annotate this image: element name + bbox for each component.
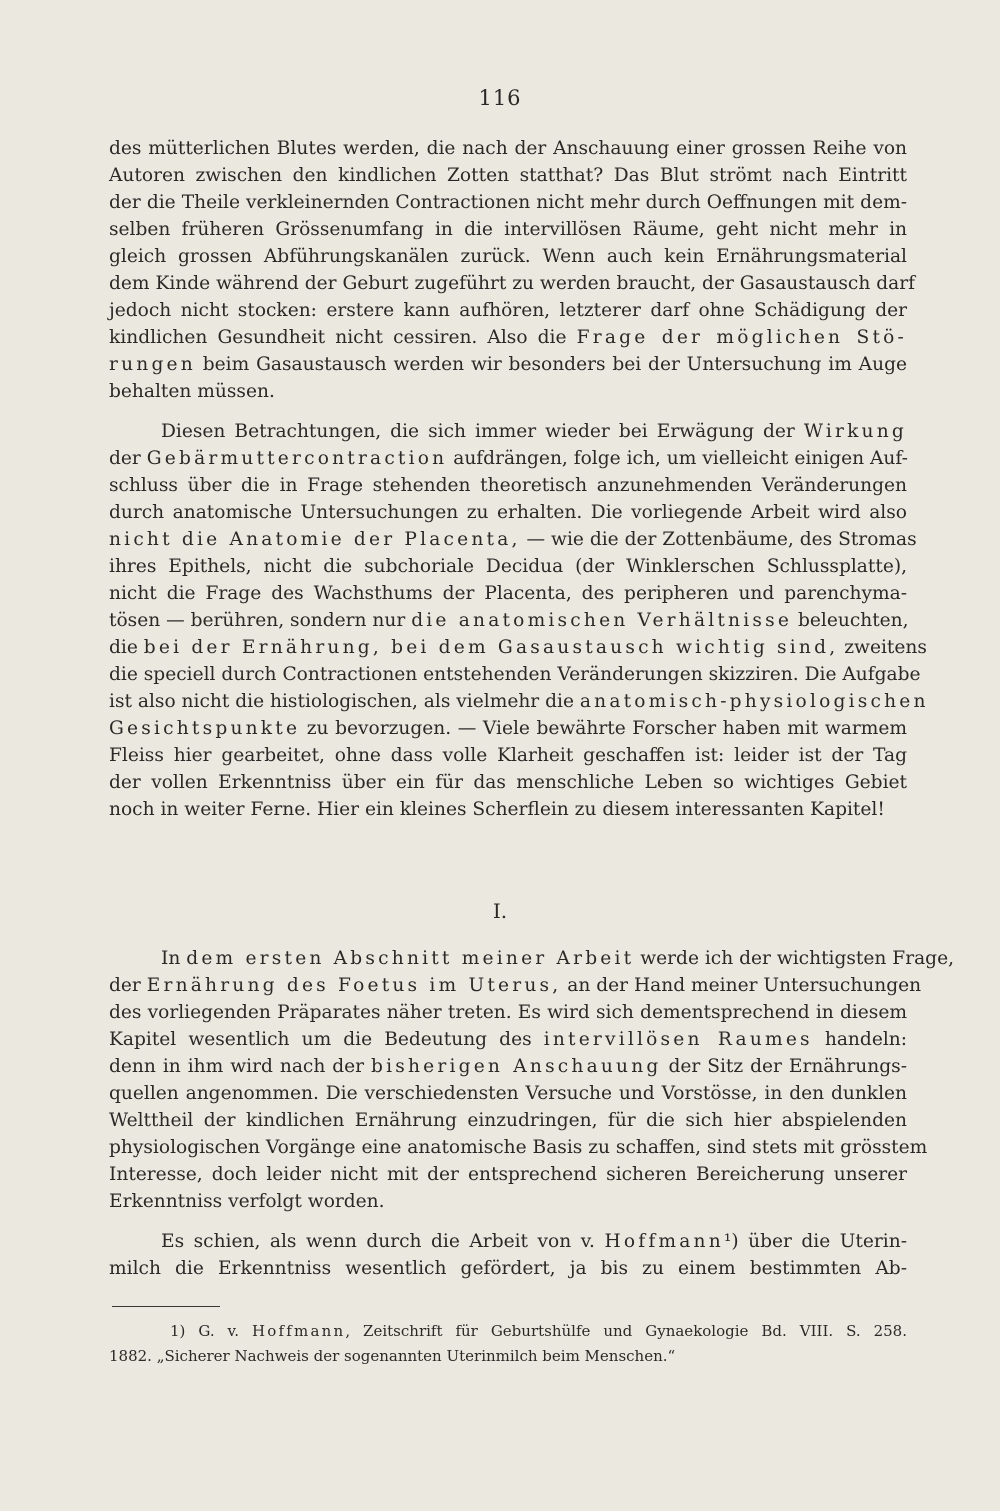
intro-line-20	[109, 662, 921, 689]
text-run: ist also nicht die histiologischen, als vielmehr die	[109, 691, 580, 712]
text-run: — wie die der Zottenbäume, des Stromas	[520, 529, 917, 550]
spaced-emphasis: anatomisch-physiologischen	[579, 691, 929, 712]
section-line-3	[109, 1000, 907, 1027]
spaced-emphasis: Wirkung	[803, 421, 907, 442]
text-run: schluss über die in Frage stehenden theoretisch anzunehmenden Veränderungen	[109, 475, 907, 496]
spaced-emphasis: Gebärmuttercontraction	[146, 448, 448, 469]
text-run: der	[109, 975, 147, 996]
text-run: des mütterlichen Blutes werden, die nach der Anschauung einer grossen Reihe von	[109, 138, 907, 159]
intro-line-18	[109, 608, 907, 635]
text-run: der vollen Erkenntniss über ein für das menschliche Leben so wichtiges Gebiet	[109, 772, 907, 793]
spaced-emphasis: Gesichtspunkte	[109, 718, 301, 739]
text-run: nicht die Frage des Wachsthums der Placenta, des peripheren und parenchyma-	[109, 583, 907, 604]
intro-line-7	[109, 298, 907, 325]
section-line-7	[109, 1108, 907, 1135]
spaced-emphasis: bei der Ernährung, bei dem Gasaustausch wichtig sind,	[143, 637, 839, 658]
intro-line-23	[109, 743, 907, 770]
spaced-emphasis: Ernährung des Foetus im Uterus,	[146, 975, 562, 996]
section-line-11	[161, 1229, 907, 1256]
footnote-line-2	[109, 1345, 907, 1367]
text-run: beleuchten,	[792, 610, 909, 631]
spaced-emphasis: die anatomischen Verhältnisse	[411, 610, 793, 631]
spaced-emphasis: Hoffmann	[604, 1231, 724, 1252]
intro-line-6	[109, 271, 915, 298]
text-run: aufdrängen, folge ich, um vielleicht einigen Auf-	[447, 448, 908, 469]
intro-line-22	[109, 716, 907, 743]
intro-line-5	[109, 244, 907, 271]
text-run: kindlichen Gesundheit nicht cessiren. Also die	[109, 327, 577, 348]
intro-line-8	[109, 325, 907, 352]
text-run: die speciell durch Contractionen entstehenden Veränderungen skizziren. Die Aufgabe	[109, 664, 921, 685]
section-line-12	[109, 1256, 907, 1283]
text-run: 1) G. v.	[170, 1322, 252, 1340]
text-run: die	[109, 637, 144, 658]
text-run: behalten müssen.	[109, 381, 275, 402]
spaced-emphasis: intervillösen Raumes	[543, 1029, 813, 1050]
page-number: 116	[478, 86, 522, 110]
text-run: selben früheren Grössenumfang in die intervillösen Räume, geht nicht mehr in	[109, 219, 907, 240]
text-run: Kapitel wesentlich um die Bedeutung des	[109, 1029, 544, 1050]
spaced-emphasis: bisherigen Anschauung	[371, 1056, 662, 1077]
intro-line-19	[109, 635, 927, 662]
text-run: In	[161, 948, 187, 969]
text-run: der	[109, 448, 147, 469]
text-run: der Sitz der Ernährungs-	[661, 1056, 907, 1077]
section-line-6	[109, 1081, 907, 1108]
intro-line-10	[109, 379, 907, 406]
text-run: Diesen Betrachtungen, die sich immer wieder bei Erwägung der	[161, 421, 804, 442]
text-run: Autoren zwischen den kindlichen Zotten statthat? Das Blut strömt nach Eintritt	[109, 165, 907, 186]
text-run: des vorliegenden Präparates näher treten. Es wird sich dementsprechend in diesem	[109, 1002, 907, 1023]
text-run: tösen — berühren, sondern nur	[109, 610, 412, 631]
text-run: 1882. „Sicherer Nachweis der sogenannten Uterinmilch beim Menschen.“	[109, 1347, 676, 1365]
spaced-emphasis: nicht die Anatomie der Placenta,	[109, 529, 521, 550]
text-run: ¹) über die Uterin-	[723, 1231, 907, 1252]
text-run: gleich grossen Abführungskanälen zurück. Wenn auch kein Ernährungsmaterial	[109, 246, 907, 267]
text-run: quellen angenommen. Die verschiedensten Versuche und Vorstösse, in den dunklen	[109, 1083, 907, 1104]
text-run: der die Theile verkleinernden Contractionen nicht mehr durch Oeffnungen mit dem-	[109, 192, 907, 213]
intro-line-24	[109, 770, 907, 797]
spaced-emphasis: dem ersten Abschnitt meiner Arbeit	[186, 948, 635, 969]
text-run: Fleiss hier gearbeitet, ohne dass volle Klarheit geschaffen ist: leider ist der Tag	[109, 745, 907, 766]
intro-line-16	[109, 554, 907, 581]
text-run: zweitens	[838, 637, 927, 658]
spaced-emphasis: rungen	[109, 354, 196, 375]
footnote-line-1	[170, 1320, 907, 1342]
spaced-emphasis: Hoffmann	[252, 1322, 346, 1340]
section-line-5	[109, 1054, 907, 1081]
text-run: dem Kinde während der Geburt zugeführt zu werden braucht, der Gasaustausch darf	[109, 273, 915, 294]
section-line-1	[161, 946, 954, 973]
intro-line-9	[109, 352, 907, 379]
text-run: an der Hand meiner Untersuchungen	[561, 975, 922, 996]
text-run: handeln:	[812, 1029, 908, 1050]
text-run: milch die Erkenntniss wesentlich gefördert, ja bis zu einem bestimmten Ab-	[109, 1258, 907, 1279]
text-run: noch in weiter Ferne. Hier ein kleines Scherflein zu diesem interessanten Kapitel!	[109, 799, 885, 820]
text-run: zu bevorzugen. — Viele bewährte Forscher haben mit warmem	[300, 718, 907, 739]
intro-line-25	[109, 797, 907, 824]
intro-line-14	[109, 500, 907, 527]
text-run: physiologischen Vorgänge eine anatomische Basis zu schaffen, sind stets mit grösstem	[109, 1137, 928, 1158]
text-run: , Zeitschrift für Geburtshülfe und Gynaekologie Bd. VIII. S. 258.	[345, 1322, 907, 1340]
intro-line-21	[109, 689, 929, 716]
text-run: werde ich der wichtigsten Frage,	[634, 948, 954, 969]
text-run: ihres Epithels, nicht die subchoriale Decidua (der Winklerschen Schlussplatte),	[109, 556, 907, 577]
text-run: jedoch nicht stocken: erstere kann aufhören, letzterer darf ohne Schädigung der	[109, 300, 907, 321]
text-run: Interesse, doch leider nicht mit der entsprechend sicheren Bereicherung unserer	[109, 1164, 907, 1185]
intro-line-13	[109, 473, 907, 500]
section-line-8	[109, 1135, 928, 1162]
spaced-emphasis: Frage der möglichen Stö-	[576, 327, 907, 348]
text-run: Es schien, als wenn durch die Arbeit von v.	[161, 1231, 605, 1252]
section-line-10	[109, 1189, 907, 1216]
intro-line-12	[109, 446, 907, 473]
text-run: Erkenntniss verfolgt worden.	[109, 1191, 385, 1212]
intro-line-17	[109, 581, 907, 608]
intro-line-3	[109, 190, 907, 217]
text-run: denn in ihm wird nach der	[109, 1056, 372, 1077]
text-run: durch anatomische Untersuchungen zu erhalten. Die vorliegende Arbeit wird also	[109, 502, 907, 523]
section-line-9	[109, 1162, 907, 1189]
footnote-rule	[112, 1306, 220, 1307]
text-run: beim Gasaustausch werden wir besonders bei der Untersuchung im Auge	[195, 354, 907, 375]
intro-line-2	[109, 163, 907, 190]
text-run: Welttheil der kindlichen Ernährung einzudringen, für die sich hier abspielenden	[109, 1110, 907, 1131]
section-line-4	[109, 1027, 907, 1054]
intro-line-4	[109, 217, 907, 244]
intro-line-11	[161, 419, 907, 446]
section-line-2	[109, 973, 922, 1000]
section-heading: I.	[492, 899, 508, 923]
intro-line-1	[109, 136, 907, 163]
intro-line-15	[109, 527, 917, 554]
